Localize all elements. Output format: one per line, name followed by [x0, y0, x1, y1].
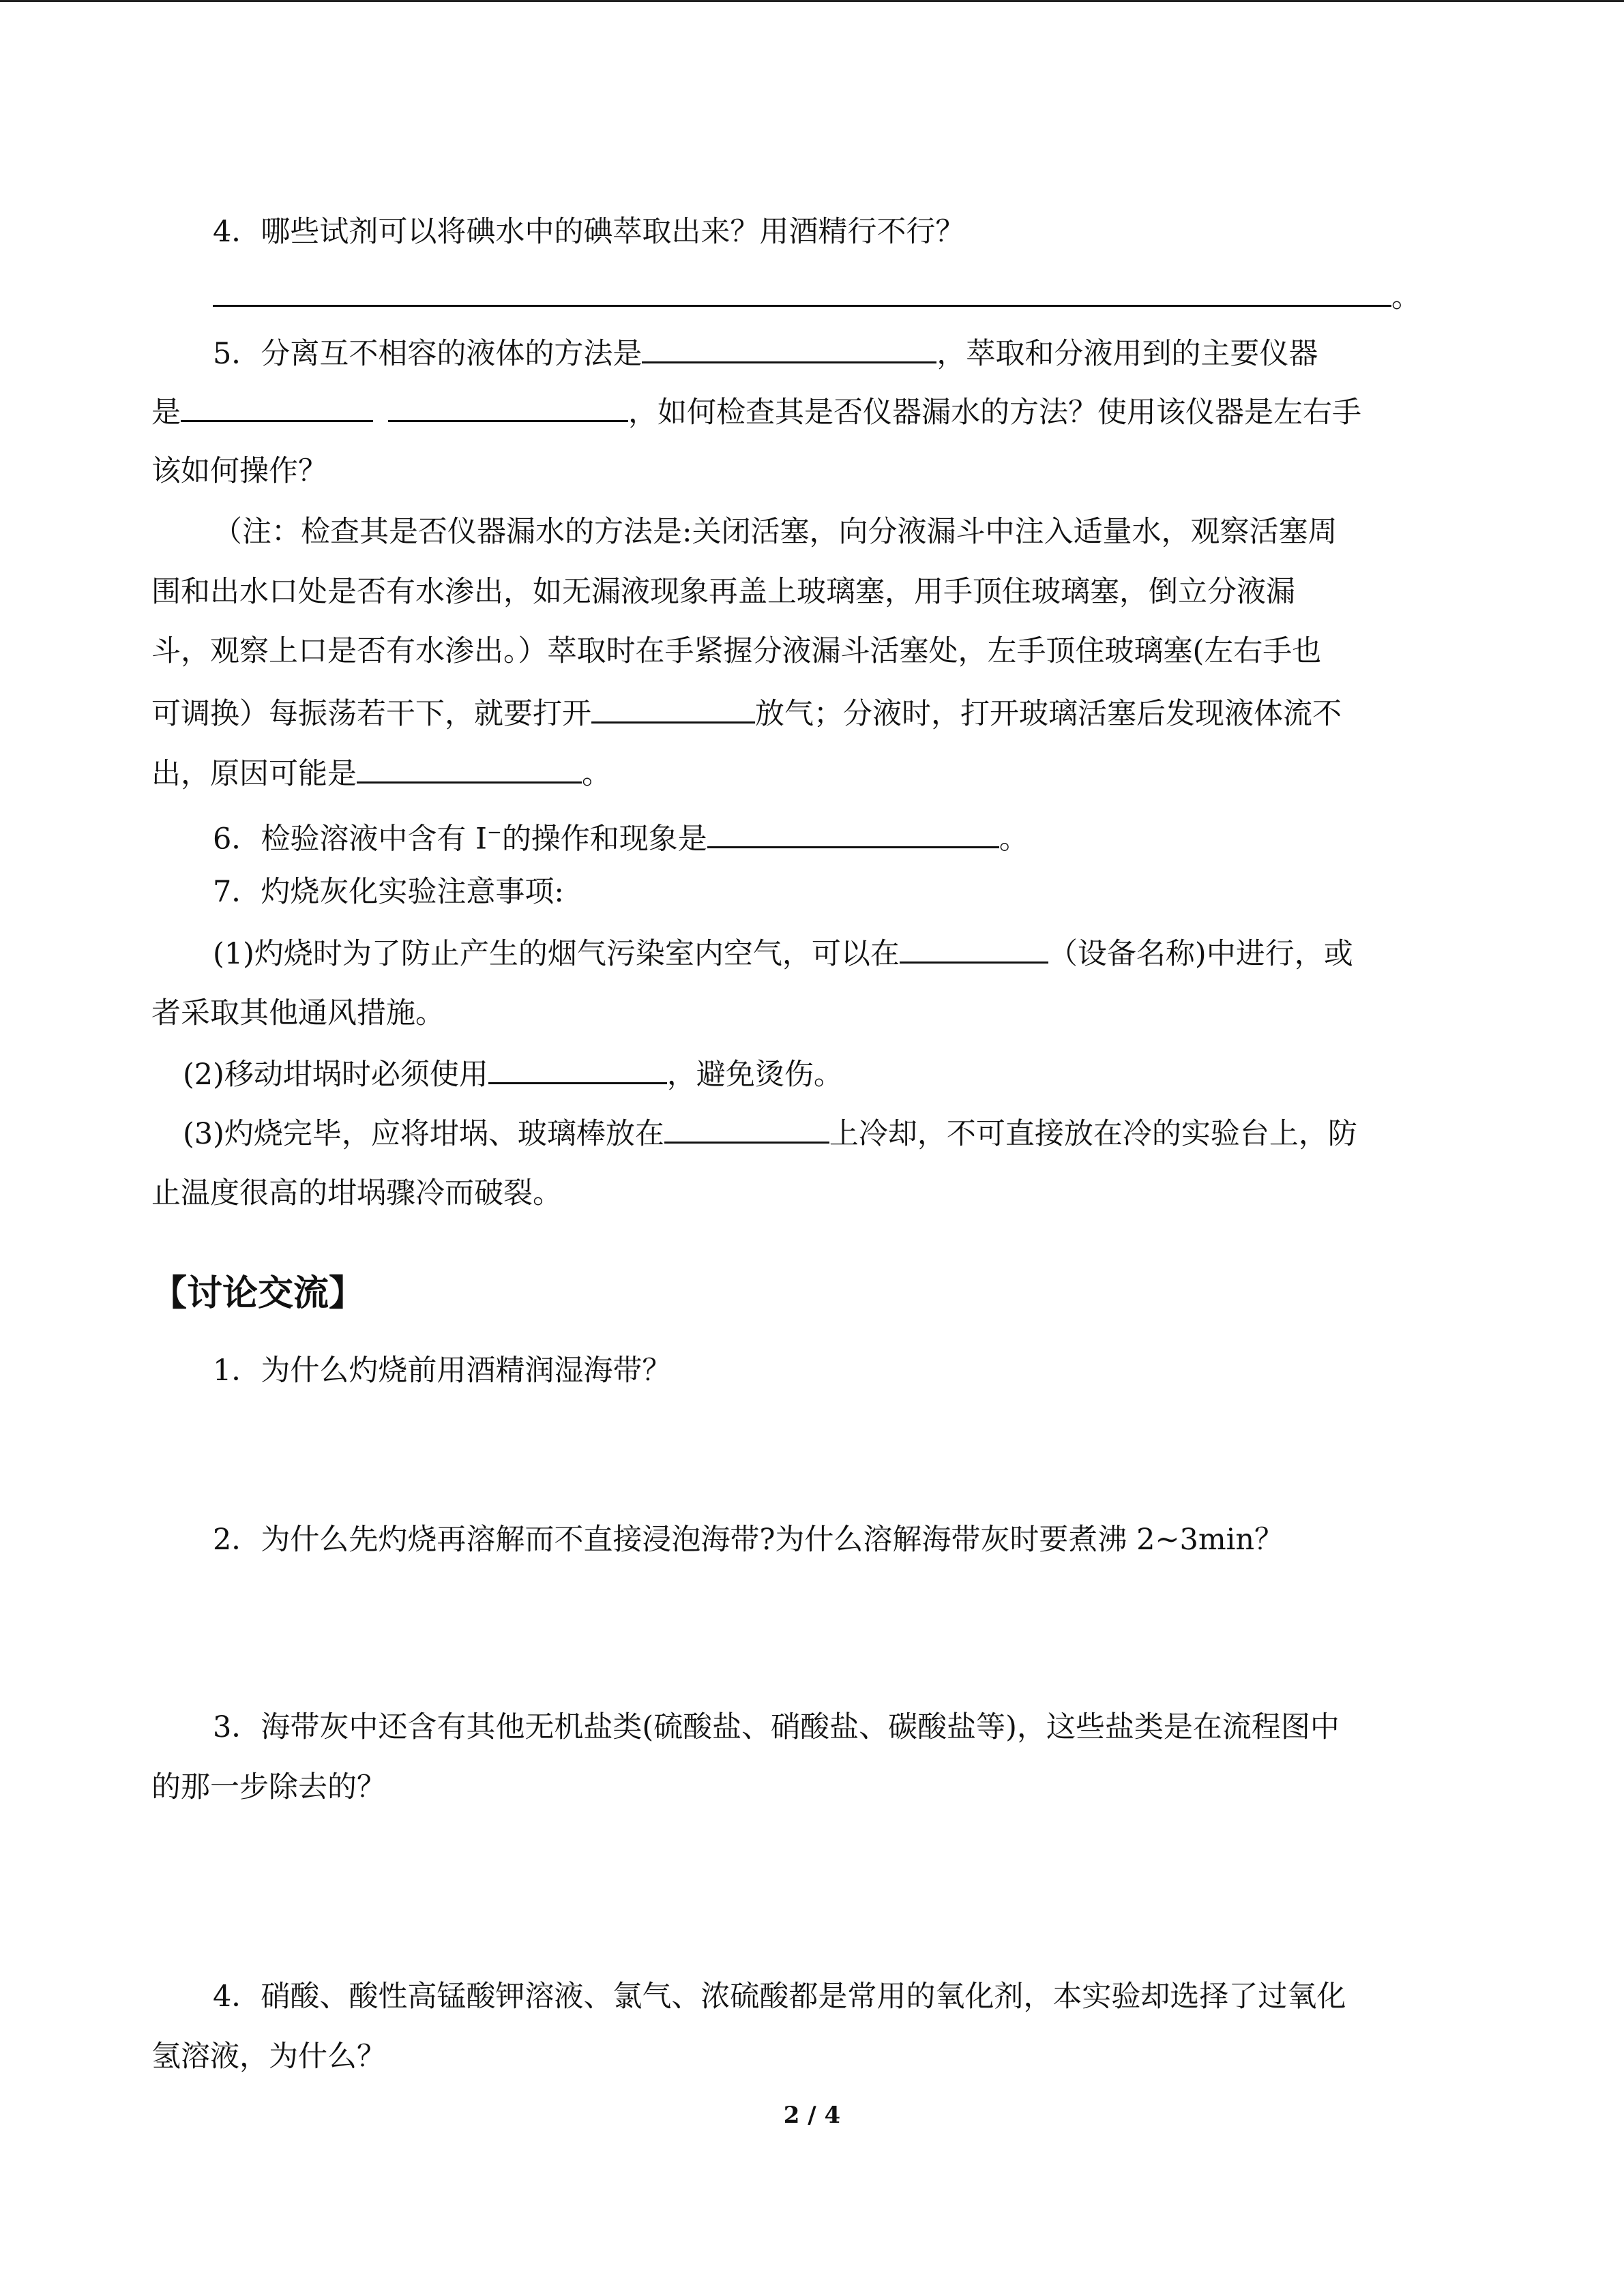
discussion-heading: 【讨论交流】 — [151, 1273, 365, 1314]
discussion-q4-line-2: 氢溶液，为什么？ — [151, 2040, 386, 2074]
q5-line-1: 5．分离互不相容的液体的方法是 ，萃取和分液用到的主要仪器 — [213, 334, 1318, 373]
q5-instrument-blank-2 — [388, 393, 628, 422]
q4-answer-end: 。 — [1391, 280, 1421, 314]
q7-title: 7．灼烧灰化实验注意事项: — [213, 875, 564, 909]
page-number: 2 / 4 — [783, 2102, 841, 2129]
q6-answer-blank — [707, 819, 999, 848]
q5-line-2: 是 ，如何检查其是否仪器漏水的方法？使用该仪器是左右手 — [151, 393, 1361, 432]
q7-point-3: (3)灼烧完毕，应将坩埚、玻璃棒放在 上冷却，不可直接放在冷的实验台上，防 — [183, 1114, 1357, 1153]
note-line-1: （注：检查其是否仪器漏水的方法是:关闭活塞，向分液漏斗中注入适量水，观察活塞周 — [213, 515, 1338, 549]
discussion-q1: 1．为什么灼烧前用酒精润湿海带？ — [213, 1354, 672, 1388]
note-line-4: 可调换）每振荡若干下，就要打开 放气；分液时，打开玻璃活塞后发现液体流不 — [151, 694, 1342, 733]
q7-tool-blank — [488, 1055, 667, 1084]
q4-answer-line — [213, 278, 1421, 316]
note-line-2: 围和出水口处是否有水渗出，如无漏液现象再盖上玻璃塞，用手顶住玻璃塞，倒立分液漏 — [151, 575, 1295, 609]
q7-cooling-blank — [664, 1114, 829, 1144]
q5-instrument-blank-1 — [181, 393, 373, 422]
discussion-q3-line-2: 的那一步除去的？ — [151, 1770, 386, 1804]
note-line-5: 出，原因可能是 。 — [151, 754, 611, 793]
note-valve-blank — [591, 694, 755, 724]
q5-method-blank — [642, 334, 936, 363]
discussion-q2: 2．为什么先灼烧再溶解而不直接浸泡海带?为什么溶解海带灰时要煮沸 2~3min？ — [213, 1523, 1284, 1557]
q4-text: 4．哪些试剂可以将碘水中的碘萃取出来？用酒精行不行？ — [213, 215, 965, 249]
discussion-q3-line-1: 3．海带灰中还含有其他无机盐类(硫酸盐、硝酸盐、碳酸盐等)，这些盐类是在流程图中 — [213, 1710, 1340, 1744]
q7-point-3-cont: 止温度很高的坩埚骤冷而破裂。 — [151, 1176, 562, 1210]
q7-point-2: (2)移动坩埚时必须使用 ，避免烫伤。 — [183, 1055, 843, 1094]
q6-line: 6．检验溶液中含有 I−的操作和现象是 。 — [213, 814, 1029, 858]
note-reason-blank — [357, 754, 582, 784]
q5-line-3: 该如何操作？ — [151, 454, 327, 488]
note-line-3: 斗，观察上口是否有水渗出。）萃取时在手紧握分液漏斗活塞处，左手顶住玻璃塞(左右手也 — [151, 634, 1322, 668]
q7-device-blank — [900, 934, 1048, 964]
page-top-border — [0, 0, 1624, 2]
discussion-q4-line-1: 4．硝酸、酸性高锰酸钾溶液、氯气、浓硫酸都是常用的氧化剂，本实验却选择了过氧化 — [213, 1980, 1346, 2014]
q7-point-1: (1)灼烧时为了防止产生的烟气污染室内空气，可以在 （设备名称)中进行，或 — [213, 934, 1353, 973]
q4-answer-blank — [213, 278, 1391, 307]
q7-point-1-cont: 者采取其他通风措施。 — [151, 996, 445, 1030]
